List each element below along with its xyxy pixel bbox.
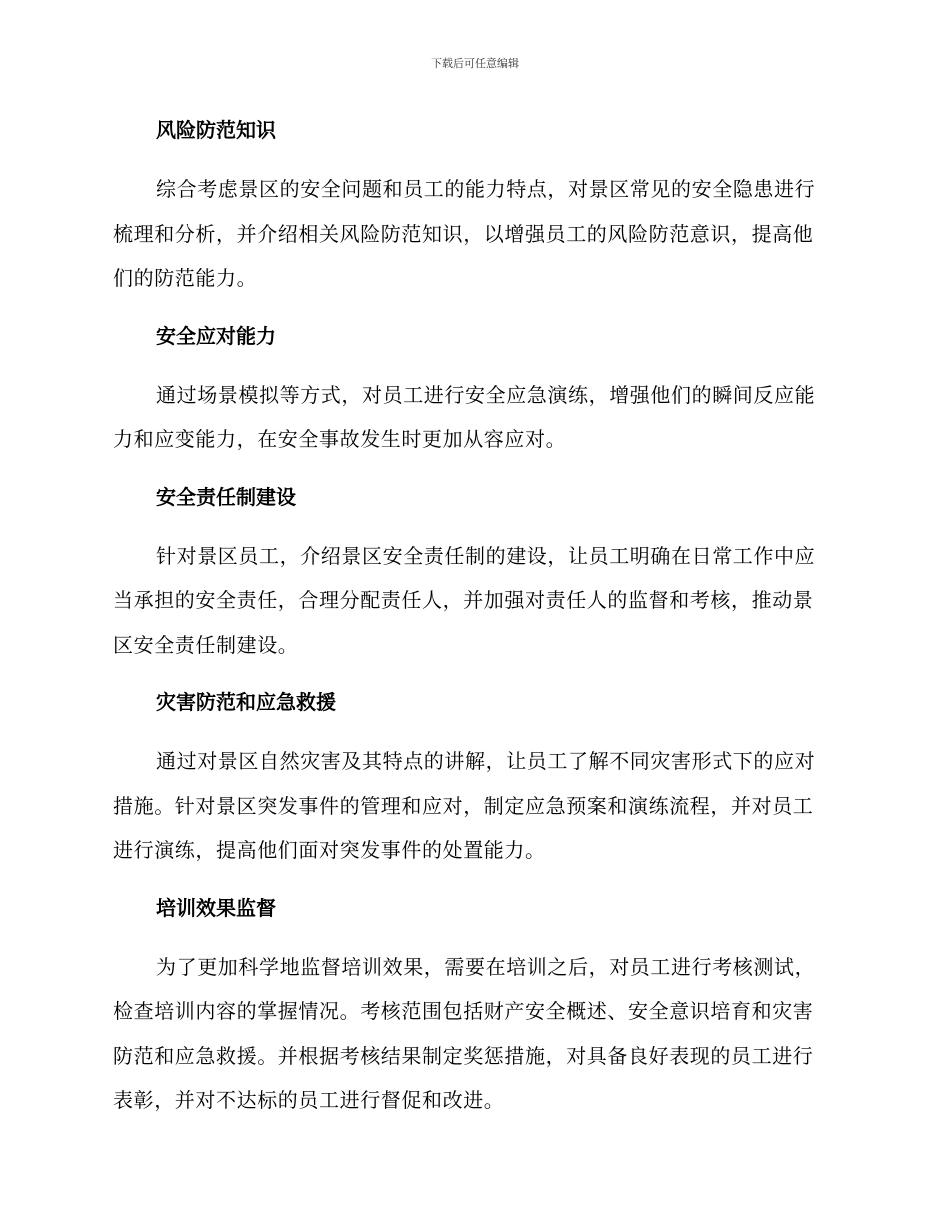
section-heading: 风险防范知识 [156,118,276,142]
section-heading: 培训效果监督 [156,895,276,920]
page-header-note: 下载后可任意编辑 [431,57,519,70]
document-content [113,112,833,1123]
section-paragraph: 为了更加科学地监督培训效果，需要在培训之后，对员工进行考核测试，检查培训内容的掌握情况。考核范围包括财产安全概述、安全意识培育和灾害防范和应急救援。并根据考核结果制定奖惩措施，对具备良好表现的员工进行表彰，并对不达标的员工进行督促和改进。 [113,954,816,1112]
section-training-supervision [113,890,833,1123]
section-safety-response [113,318,833,479]
section-risk-prevention [113,112,833,318]
section-responsibility-system [113,479,833,685]
section-heading: 安全责任制建设 [156,484,296,509]
section-paragraph: 针对景区员工，介绍景区安全责任制的建设，让员工明确在日常工作中应当承担的安全责任，合理分配责任人，并加强对责任人的监督和考核，推动景区安全责任制建设。 [113,543,816,657]
section-disaster-rescue [113,684,833,890]
section-paragraph: 通过对景区自然灾害及其特点的讲解，让员工了解不同灾害形式下的应对措施。针对景区突发事件的管理和应对，制定应急预案和演练流程，并对员工进行演练，提高他们面对突发事件的处置能力。 [113,749,816,862]
section-heading: 灾害防范和应急救援 [156,690,336,714]
section-paragraph: 通过场景模拟等方式，对员工进行安全应急演练，增强他们的瞬间反应能力和应变能力，在安全事故发生时更加从容应对。 [113,382,816,451]
section-heading: 安全应对能力 [156,323,276,348]
section-paragraph: 综合考虑景区的安全问题和员工的能力特点，对景区常见的安全隐患进行梳理和分析，并介绍相关风险防范知识，以增强员工的风险防范意识，提高他们的防范能力。 [113,177,816,290]
